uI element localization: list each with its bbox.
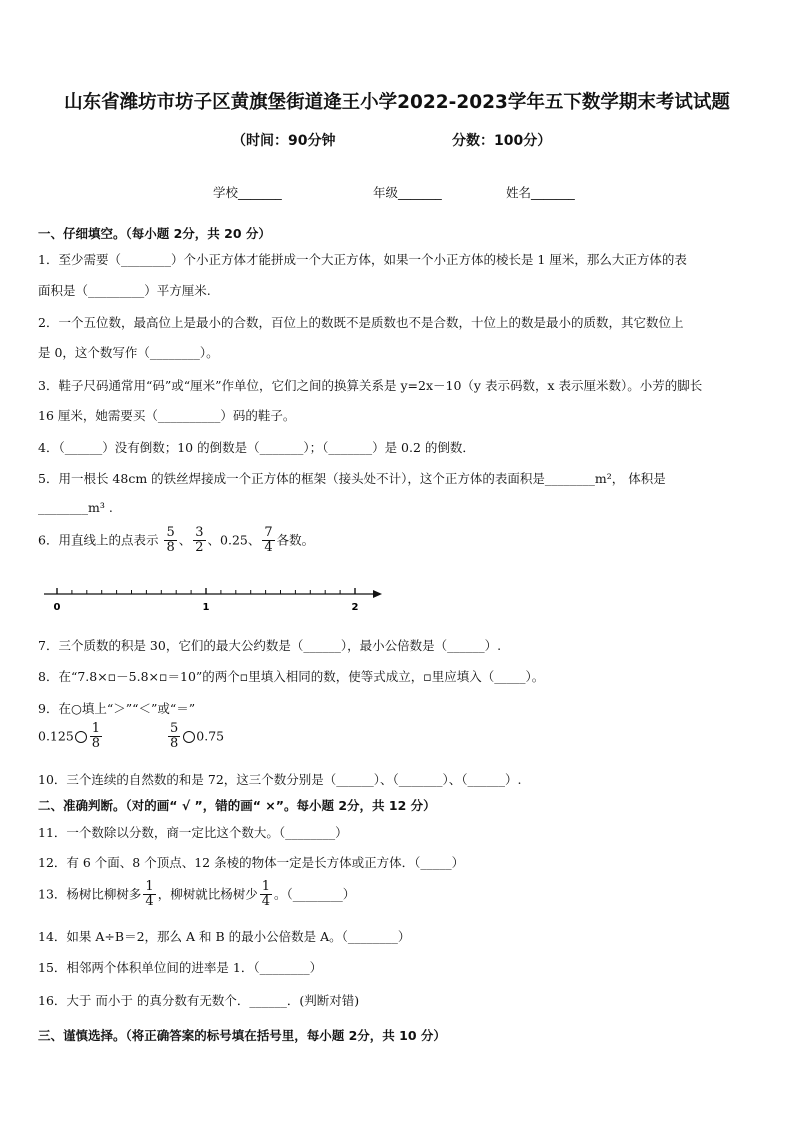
compare-circle-icon[interactable]	[75, 731, 87, 743]
tick-label-2: 2	[351, 602, 359, 613]
question-3-line-2: 16 厘米，她需要买（__________）码的鞋子。	[38, 408, 296, 423]
fraction-denominator: 4	[261, 894, 270, 910]
question-13-part-a: 13．杨树比柳树多	[38, 886, 142, 902]
question-2-line-2: 是 0，这个数写作（________）。	[38, 345, 219, 360]
separator: 、	[178, 532, 192, 548]
question-6-prefix: 6．用直线上的点表示	[38, 532, 159, 548]
question-1-line-2: 面积是（_________）平方厘米.	[38, 283, 211, 298]
separator: 、0.25、	[207, 532, 261, 548]
fraction-denominator: 4	[264, 540, 273, 556]
question-9-item-a	[38, 722, 104, 752]
question-12: 12．有 6 个面、8 个顶点、12 条棱的物体一定是长方体或正方体．（_____）	[38, 855, 465, 870]
section-2-heading: 二、准确判断。（对的画“ √ ”，错的画“ ×”。每小题 2分，共 12 分）	[38, 798, 436, 813]
fraction-denominator: 2	[195, 540, 204, 556]
fraction-numerator: 1	[91, 721, 101, 736]
decimal-value: 0.125	[38, 728, 74, 744]
name-field: 姓名_______	[506, 185, 575, 200]
question-9-item-b	[166, 722, 224, 752]
fraction-denominator: 8	[166, 540, 175, 556]
fraction-7-4	[262, 526, 274, 556]
fraction-5-8	[164, 526, 176, 556]
question-11: 11．一个数除以分数，商一定比这个数大。（________）	[38, 825, 348, 840]
question-13-part-c: 。（________）	[273, 886, 356, 902]
fraction-numerator: 3	[195, 525, 204, 540]
question-8: 8．在“7.8×▫－5.8×▫＝10”的两个▫里填入相同的数，使等式成立，▫里应填入（_____）。	[38, 669, 545, 684]
fraction-1-8	[90, 722, 102, 752]
fraction-denominator: 8	[170, 736, 179, 752]
section-1-heading: 一、仔细填空。（每小题 2分，共 20 分）	[38, 226, 271, 241]
question-7: 7．三个质数的积是 30，它们的最大公约数是（______），最小公倍数是（______）.	[38, 638, 502, 653]
question-5-line-2: ________m³ .	[38, 500, 113, 515]
section-3-heading: 三、谨慎选择。（将正确答案的标号填在括号里，每小题 2分，共 10 分）	[38, 1028, 446, 1043]
fraction-1-4	[143, 880, 155, 910]
fraction-denominator: 8	[91, 736, 101, 752]
fraction-numerator: 7	[264, 525, 273, 540]
tick-label-1: 1	[202, 602, 210, 613]
fraction-1-4	[260, 880, 272, 910]
compare-circle-icon[interactable]	[183, 731, 195, 743]
question-10: 10．三个连续的自然数的和是 72，这三个数分别是（______）、（_______）、（______）.	[38, 772, 522, 787]
page-title: 山东省潍坊市坊子区黄旗堡街道逄王小学2022-2023学年五下数学期末考试试题	[64, 92, 730, 113]
arrow-right-icon	[373, 590, 382, 598]
exam-time: （时间：90分钟	[232, 133, 336, 149]
decimal-value: 0.75	[196, 728, 225, 744]
grade-field: 年级_______	[373, 185, 442, 200]
fraction-numerator: 1	[261, 879, 270, 894]
fraction-numerator: 1	[145, 879, 154, 894]
fraction-5-8	[168, 722, 180, 752]
question-5-line-1: 5．用一根长 48cm 的铁丝焊接成一个正方体的框架（接头处不计），这个正方体的表面积是________m²， 体积是	[38, 471, 666, 486]
question-1-line-1: 1．至少需要（________）个小正方体才能拼成一个大正方体，如果一个小正方体的棱长是 1 厘米，那么大正方体的表	[38, 252, 687, 267]
fraction-numerator: 5	[170, 721, 179, 736]
fraction-denominator: 4	[145, 894, 154, 910]
question-3-line-1: 3．鞋子尺码通常用“码”或“厘米”作单位，它们之间的换算关系是 y=2x－10（y 表示码数，x 表示厘米数）。小芳的脚长	[38, 378, 703, 393]
question-6-suffix: 各数。	[276, 532, 315, 548]
question-15: 15．相邻两个体积单位间的进率是 1．（________）	[38, 960, 323, 975]
question-2-line-1: 2．一个五位数，最高位上是最小的合数，百位上的数既不是质数也不是合数，十位上的数是最小的质数，其它数位上	[38, 315, 684, 330]
question-13-part-b: ，柳树就比杨树少	[157, 886, 258, 902]
question-13	[38, 880, 355, 910]
question-14: 14．如果 A÷B＝2，那么 A 和 B 的最小公倍数是 A。（________）	[38, 929, 411, 944]
exam-score: 分数：100分）	[452, 133, 552, 149]
school-field: 学校_______	[213, 185, 282, 200]
fraction-3-2	[193, 526, 205, 556]
question-9: 9．在○填上“＞”“＜”或“＝”	[38, 701, 196, 716]
tick-label-0: 0	[53, 602, 61, 613]
question-16: 16．大于 而小于 的真分数有无数个．______．(判断对错)	[38, 993, 360, 1008]
fraction-numerator: 5	[166, 525, 175, 540]
number-line	[38, 584, 388, 614]
question-4: 4．（______）没有倒数；10 的倒数是（_______）；（_______）是 0.2 的倒数．	[38, 440, 475, 455]
question-6	[38, 526, 314, 556]
number-line-ticks	[57, 588, 355, 594]
